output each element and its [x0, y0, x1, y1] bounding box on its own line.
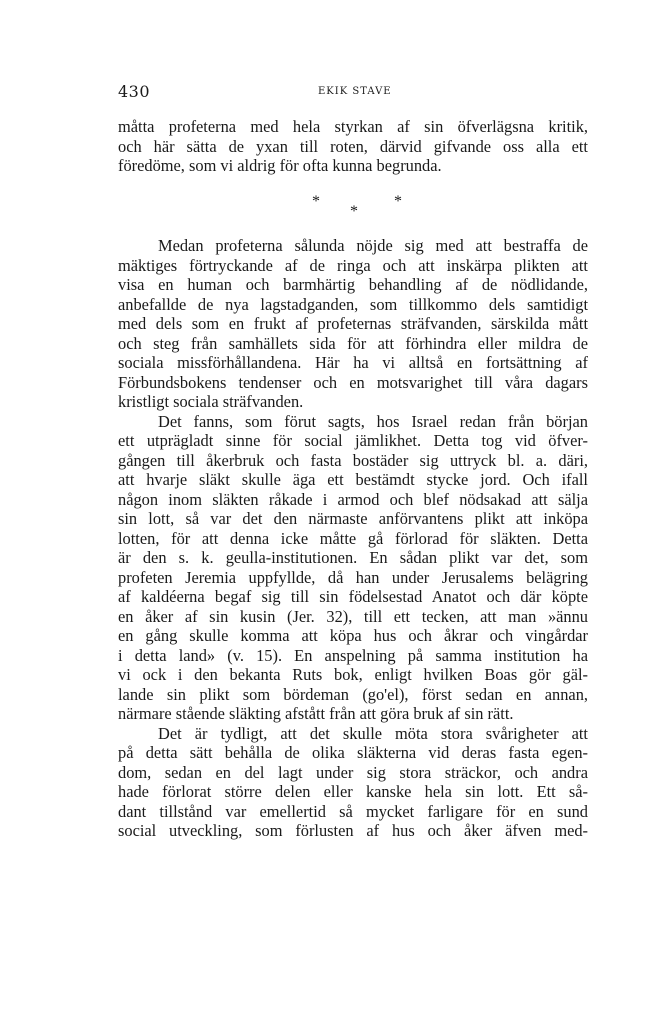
text-line: dant tillstånd var emellertid så mycket farligare för en sund	[118, 801, 588, 821]
asterisk: *	[312, 193, 320, 210]
text-line: med dels som en frukt af profeternas sträfvanden, särskilda mått	[118, 314, 588, 333]
text-line: sin lott, så var det den närmaste anförvantens plikt att inköpa	[118, 509, 588, 528]
text-line: anbefallde de nya lagstadganden, som tillkommo dels samtidigt	[118, 294, 588, 314]
text-line: dom, sedan en del lagt under sig stora sträckor, och andra	[118, 762, 588, 782]
text-line: kristligt sociala sträfvanden.	[118, 392, 304, 411]
text-line: Medan profeterna sålunda nöjde sig med att bestraffa de	[158, 236, 588, 255]
running-title: EKIK STAVE	[318, 86, 392, 97]
text-line: lande sin plikt som bördeman (go'el), först sedan en annan,	[118, 684, 588, 704]
text-line: lotten, för att denna icke måtte gå förlorad för släkten. Detta	[118, 528, 588, 548]
asterisk: *	[394, 193, 402, 210]
text-line: profeten Jeremia uppfyllde, då han under Jerusalems belägring	[118, 567, 588, 587]
text-line: ett utprägladt sinne för social jämlikhet. Detta tog vid öfver-	[118, 431, 588, 450]
text-line: sociala missförhållandena. Här ha vi alltså en fortsättning af	[118, 353, 588, 372]
text-line: en gång skulle komma att köpa hus och åkrar och vingårdar	[118, 626, 588, 645]
text-line: måtta profeterna med hela styrkan af sin öfverlägsna kritik,	[118, 117, 588, 136]
text-line: föredöme, som vi aldrig för ofta kunna begrunda.	[118, 156, 442, 175]
text-line: gången till åkerbruk och fasta bostäder sig uttryck bl. a. däri,	[118, 450, 588, 470]
text-line: närmare stående släkting afstått från att göra bruk af sin rätt.	[118, 704, 514, 723]
text-line: Det är tydligt, att det skulle möta stora svårigheter att	[158, 723, 588, 743]
text-line: någon inom släkten råkade i armod och blef nödsakad att sälja	[118, 489, 588, 509]
text-line: visa en human och barmhärtig behandling af de nödlidande,	[118, 275, 588, 294]
text-line: på detta sätt behålla de olika släkterna vid deras fasta egen-	[118, 743, 588, 762]
page-number: 430	[118, 82, 151, 101]
text-line: af kaldéerna begaf sig till sin födelsestad Anatot och där köpte	[118, 587, 588, 606]
text-line: Det fanns, som förut sagts, hos Israel redan från början	[158, 411, 588, 431]
text-line: i detta land» (v. 15). En anspelning på samma institution ha	[118, 645, 588, 665]
text-line: social utveckling, som förlusten af hus och åker äfven med-	[118, 821, 588, 840]
paragraph-continued	[118, 117, 588, 176]
text-line: hade förlorat större delen eller kanske hela sin lott. Ett så-	[118, 782, 588, 801]
section-break-asterism	[300, 193, 420, 220]
text-line: är den s. k. geulla-institutionen. En sådan plikt var det, som	[118, 548, 588, 567]
text-line: och här sätta de yxan till roten, därvid gifvande oss alla ett	[118, 136, 588, 156]
text-line: att hvarje släkt skulle äga ett bestämdt stycke jord. Och ifall	[118, 470, 588, 489]
text-line: en åker af sin kusin (Jer. 32), till ett tecken, att man »ännu	[118, 606, 588, 626]
text-line: och steg från samhällets sida för att förhindra eller mildra de	[118, 333, 588, 353]
running-head	[118, 82, 588, 102]
text-line: Förbundsbokens tendenser och en motsvarighet till våra dagars	[118, 372, 588, 392]
text-line: vi ock i den bekanta Ruts bok, enligt hvilken Boas gör gäl-	[118, 665, 588, 684]
asterisk: *	[350, 203, 358, 220]
text-line: mäktiges förtryckande af de ringa och att inskärpa plikten att	[118, 255, 588, 275]
section-body	[118, 236, 588, 841]
